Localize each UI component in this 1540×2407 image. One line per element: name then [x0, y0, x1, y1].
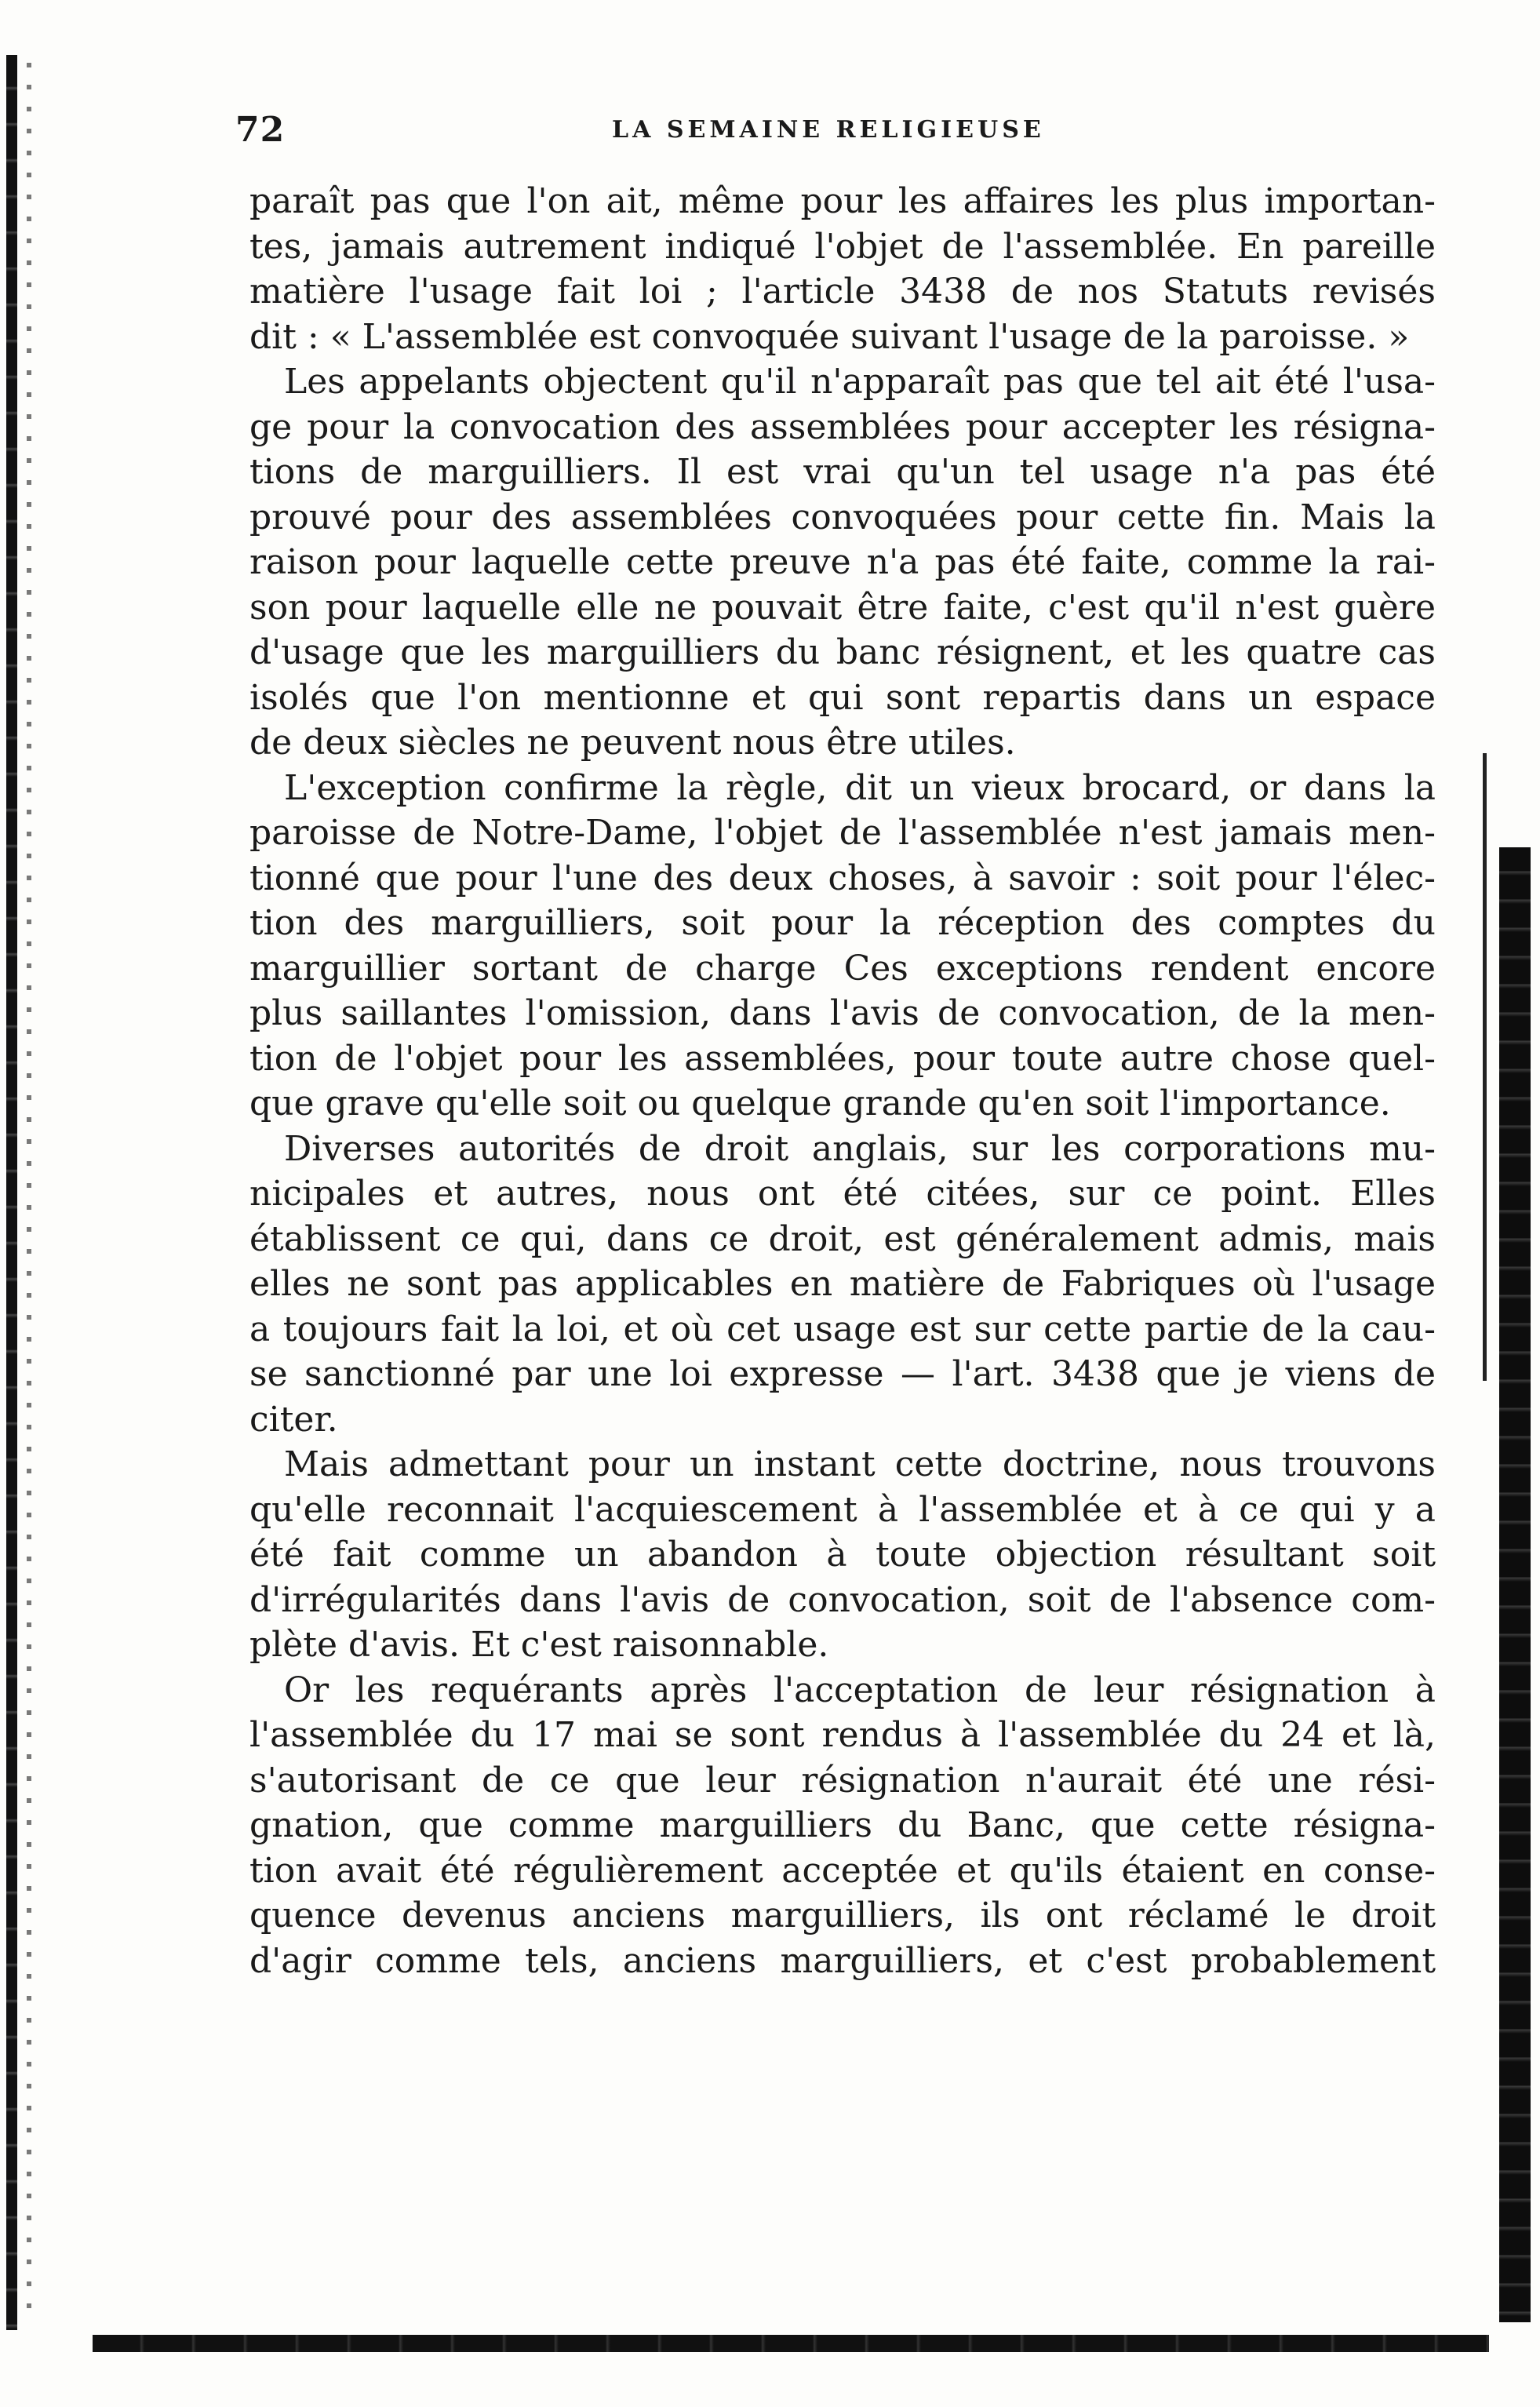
text-line: tion des marguilliers, soit pour la réception des comptes du	[249, 903, 1436, 943]
text-line: établissent ce qui, dans ce droit, est généralement admis, mais	[249, 1218, 1436, 1259]
text-line: Or les requérants après l'acceptation de leur résignation à	[284, 1670, 1436, 1710]
text-line: Diverses autorités de droit anglais, sur les corporations mu-	[284, 1128, 1436, 1169]
text-line: d'agir comme tels, anciens marguilliers, et c'est probablement	[249, 1940, 1436, 1981]
text-line: tionné que pour l'une des deux choses, à savoir : soit pour l'élec-	[249, 858, 1436, 898]
text-line: quence devenus anciens marguilliers, ils ont réclamé le droit	[249, 1895, 1436, 1935]
text-line: L'exception confirme la règle, dit un vieux brocard, or dans la	[284, 767, 1436, 808]
text-line: d'usage que les marguilliers du banc résignent, et les quatre cas	[249, 632, 1436, 672]
text-line: dit : « L'assemblée est convoquée suivant l'usage de la paroisse. »	[249, 316, 1410, 357]
text-line: que grave qu'elle soit ou quelque grande qu'en soit l'importance.	[249, 1083, 1391, 1123]
page-number: 72	[235, 110, 286, 150]
bottom-edge	[93, 2335, 1489, 2352]
text-line: ge pour la convocation des assemblées pour accepter les résigna-	[249, 406, 1436, 447]
text-line: Mais admettant pour un instant cette doctrine, nous trouvons	[284, 1444, 1436, 1484]
text-line: paraît pas que l'on ait, même pour les affaires les plus importan-	[249, 181, 1436, 221]
text-line: nicipales et autres, nous ont été citées, sur ce point. Elles	[249, 1174, 1436, 1214]
text-line: l'assemblée du 17 mai se sont rendus à l'assemblée du 24 et là,	[249, 1715, 1436, 1755]
text-line: a toujours fait la loi, et où cet usage est sur cette partie de la cau-	[249, 1309, 1436, 1349]
text-line: qu'elle reconnait l'acquiescement à l'assemblée et à ce qui y a	[249, 1489, 1436, 1530]
body-text	[249, 179, 1436, 1983]
text-line: isolés que l'on mentionne et qui sont repartis dans un espace	[249, 677, 1436, 718]
left-binding-edge	[6, 55, 17, 2330]
text-line: tion de l'objet pour les assemblées, pour toute autre chose quel-	[249, 1038, 1436, 1079]
text-line: raison pour laquelle cette preuve n'a pas été faite, comme la rai-	[249, 542, 1436, 582]
text-line: gnation, que comme marguilliers du Banc, que cette résigna-	[249, 1805, 1436, 1845]
text-line: paroisse de Notre-Dame, l'objet de l'assemblée n'est jamais men-	[249, 813, 1436, 853]
text-line: se sanctionné par une loi expresse — l'art. 3438 que je viens de	[249, 1354, 1436, 1394]
text-line: elles ne sont pas applicables en matière de Fabriques où l'usage	[249, 1264, 1436, 1304]
text-line: son pour laquelle elle ne pouvait être faite, c'est qu'il n'est guère	[249, 587, 1436, 628]
text-line: d'irrégularités dans l'avis de convocation, soit de l'absence com-	[249, 1579, 1436, 1620]
text-line: plète d'avis. Et c'est raisonnable.	[249, 1625, 829, 1665]
text-line: prouvé pour des assemblées convoquées pour cette fin. Mais la	[249, 497, 1436, 537]
right-binding-edge	[1499, 847, 1531, 2322]
text-line: de deux siècles ne peuvent nous être utiles.	[249, 723, 1016, 763]
text-line: citer.	[249, 1399, 338, 1440]
text-line: été fait comme un abandon à toute objection résultant soit	[249, 1535, 1436, 1575]
page-header	[235, 110, 1459, 157]
text-line: s'autorisant de ce que leur résignation n'aurait été une rési-	[249, 1760, 1436, 1801]
running-title: LA SEMAINE RELIGIEUSE	[612, 116, 1045, 144]
text-line: plus saillantes l'omission, dans l'avis de convocation, de la men-	[249, 993, 1436, 1033]
right-edge-line	[1483, 753, 1487, 1381]
text-line: tes, jamais autrement indiqué l'objet de l'assemblée. En pareille	[249, 226, 1436, 267]
text-line: tion avait été régulièrement acceptée et qu'ils étaient en conse-	[249, 1850, 1436, 1891]
text-line: marguillier sortant de charge Ces exceptions rendent encore	[249, 948, 1436, 989]
left-edge-marks	[27, 63, 31, 2322]
text-line: Les appelants objectent qu'il n'apparaît pas que tel ait été l'usa-	[284, 362, 1436, 402]
text-line: matière l'usage fait loi ; l'article 3438 de nos Statuts revisés	[249, 271, 1436, 311]
text-line: tions de marguilliers. Il est vrai qu'un tel usage n'a pas été	[249, 452, 1436, 492]
